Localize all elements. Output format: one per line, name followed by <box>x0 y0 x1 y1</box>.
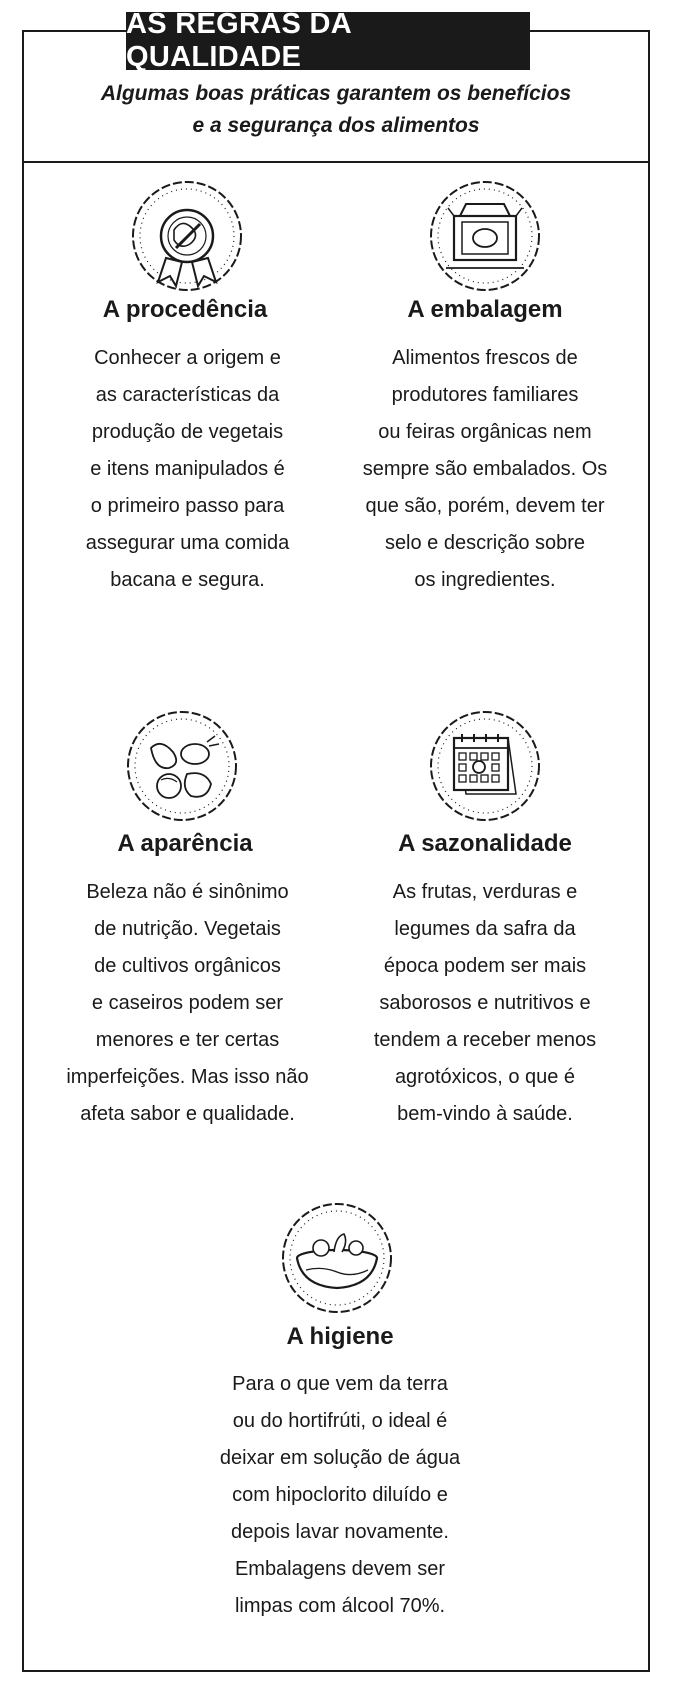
body-line: As frutas, verduras e <box>392 881 578 903</box>
body-line: legumes da safra da <box>394 918 576 940</box>
section-body <box>350 874 620 1133</box>
body-line: agrotóxicos, o que é <box>394 1066 576 1088</box>
body-line: bem-vindo à saúde. <box>397 1103 573 1125</box>
section-title: A higiene <box>286 1323 394 1350</box>
section-title: A aparência <box>117 830 253 857</box>
body-line: o primeiro passo para <box>90 495 285 517</box>
vegetables-icon <box>121 708 243 830</box>
provenance-seal-icon <box>126 178 248 300</box>
package-icon <box>424 178 546 300</box>
body-line: as características da <box>95 384 280 406</box>
body-line: limpas com álcool 70%. <box>234 1595 446 1617</box>
body-line: Beleza não é sinônimo <box>86 881 289 903</box>
body-line: produtores familiares <box>391 384 579 406</box>
body-line: que são, porém, devem ter <box>365 495 605 517</box>
page-title: AS REGRAS DA QUALIDADE <box>126 12 530 70</box>
body-line: ou feiras orgânicas nem <box>378 421 592 443</box>
body-line: e caseiros podem ser <box>91 992 284 1014</box>
section-title: A procedência <box>102 296 268 323</box>
body-line: com hipoclorito diluído e <box>232 1484 448 1506</box>
section-body <box>345 340 625 599</box>
body-line: ou do hortifrúti, o ideal é <box>232 1410 448 1432</box>
body-line: afeta sabor e qualidade. <box>80 1103 295 1125</box>
body-line: Conhecer a origem e <box>94 347 281 369</box>
body-line: selo e descrição sobre <box>384 532 586 554</box>
subtitle-line: e a segurança dos alimentos <box>192 114 480 137</box>
section-title: A embalagem <box>407 296 563 323</box>
section-body <box>55 340 320 599</box>
subtitle-line: Algumas boas práticas garantem os benefícios <box>100 82 572 105</box>
body-line: saborosos e nutritivos e <box>379 992 591 1014</box>
body-line: imperfeições. Mas isso não <box>66 1066 309 1088</box>
washing-bowl-icon <box>276 1200 398 1322</box>
body-line: Para o que vem da terra <box>232 1373 448 1395</box>
body-line: deixar em solução de água <box>219 1447 461 1469</box>
body-line: de cultivos orgânicos <box>94 955 281 977</box>
body-line: os ingredientes. <box>414 569 556 591</box>
calendar-icon <box>424 708 546 830</box>
body-line: produção de vegetais <box>91 421 284 443</box>
body-line: depois lavar novamente. <box>231 1521 449 1543</box>
body-line: menores e ter certas <box>95 1029 280 1051</box>
body-line: Alimentos frescos de <box>392 347 578 369</box>
body-line: Embalagens devem ser <box>234 1558 446 1580</box>
body-line: assegurar uma comida <box>85 532 290 554</box>
body-line: bacana e segura. <box>110 569 265 591</box>
body-line: época podem ser mais <box>383 955 587 977</box>
section-title: A sazonalidade <box>398 830 572 857</box>
body-line: tendem a receber menos <box>373 1029 597 1051</box>
body-line: de nutrição. Vegetais <box>94 918 281 940</box>
section-body <box>45 874 330 1133</box>
body-line: e itens manipulados é <box>90 458 285 480</box>
subtitle <box>22 78 650 142</box>
header-divider <box>22 161 650 163</box>
body-line: sempre são embalados. Os <box>362 458 608 480</box>
section-body <box>195 1366 485 1625</box>
